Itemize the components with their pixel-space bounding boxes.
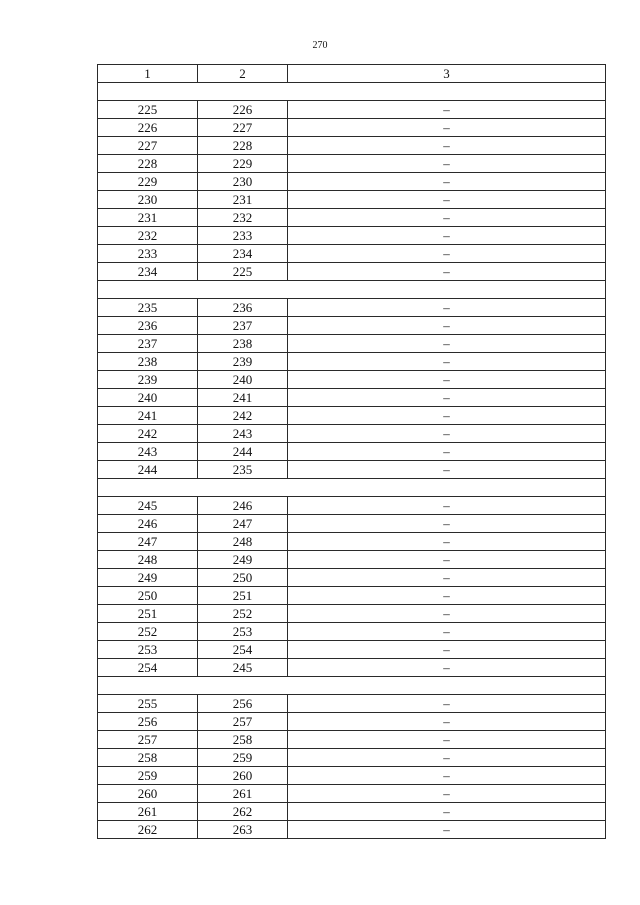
table-cell-col-2: 233	[198, 227, 288, 245]
table-cell-col-3: –	[288, 749, 606, 767]
table-cell-col-3: –	[288, 605, 606, 623]
table-cell-col-1: 229	[98, 173, 198, 191]
table-row	[98, 497, 606, 515]
table-cell-col-2: 253	[198, 623, 288, 641]
table-row	[98, 515, 606, 533]
table-cell-col-2: 252	[198, 605, 288, 623]
table-body	[98, 83, 606, 839]
table-cell-col-3: –	[288, 227, 606, 245]
table-row	[98, 533, 606, 551]
table-cell-col-3: –	[288, 569, 606, 587]
header-row	[98, 65, 606, 83]
table-cell-col-3: –	[288, 119, 606, 137]
table-cell-col-2: 248	[198, 533, 288, 551]
table-cell-col-2: 240	[198, 371, 288, 389]
table-cell-col-1: 228	[98, 155, 198, 173]
table-cell-col-1: 246	[98, 515, 198, 533]
table-cell-col-2: 239	[198, 353, 288, 371]
table-cell-col-1: 230	[98, 191, 198, 209]
table-cell-col-3: –	[288, 389, 606, 407]
table-cell-col-3: –	[288, 551, 606, 569]
table-cell-col-3: –	[288, 317, 606, 335]
table-cell-col-1: 260	[98, 785, 198, 803]
table-row	[98, 389, 606, 407]
table-cell-col-2: 225	[198, 263, 288, 281]
table-cell-col-2: 249	[198, 551, 288, 569]
table-row	[98, 245, 606, 263]
table-cell-col-2: 238	[198, 335, 288, 353]
table-row	[98, 461, 606, 479]
table-cell-col-1: 247	[98, 533, 198, 551]
table-cell-col-1: 251	[98, 605, 198, 623]
table-cell-col-3: –	[288, 695, 606, 713]
table-cell-col-1: 227	[98, 137, 198, 155]
table-row	[98, 335, 606, 353]
table-header	[98, 65, 606, 83]
table-cell-col-1: 233	[98, 245, 198, 263]
table-cell-col-1: 262	[98, 821, 198, 839]
table-cell-col-3: –	[288, 137, 606, 155]
table-cell-col-2: 242	[198, 407, 288, 425]
table-cell-col-2: 247	[198, 515, 288, 533]
table-cell-col-2: 260	[198, 767, 288, 785]
table-cell-col-3: –	[288, 299, 606, 317]
header-col-3: 3	[288, 65, 606, 83]
table-row	[98, 371, 606, 389]
table-row	[98, 353, 606, 371]
table-row	[98, 803, 606, 821]
table-cell-col-2: 234	[198, 245, 288, 263]
table-cell-col-2: 251	[198, 587, 288, 605]
group-separator-cell	[98, 479, 606, 497]
table-cell-col-3: –	[288, 209, 606, 227]
table-cell-col-3: –	[288, 263, 606, 281]
table-cell-col-1: 234	[98, 263, 198, 281]
table-cell-col-3: –	[288, 821, 606, 839]
group-separator-row	[98, 281, 606, 299]
table-row	[98, 119, 606, 137]
table-cell-col-1: 240	[98, 389, 198, 407]
table-cell-col-1: 244	[98, 461, 198, 479]
group-separator-cell	[98, 281, 606, 299]
table-cell-col-3: –	[288, 101, 606, 119]
table-cell-col-2: 229	[198, 155, 288, 173]
table-cell-col-1: 225	[98, 101, 198, 119]
table-cell-col-2: 230	[198, 173, 288, 191]
table-cell-col-1: 256	[98, 713, 198, 731]
table-cell-col-2: 243	[198, 425, 288, 443]
table-cell-col-3: –	[288, 803, 606, 821]
table-cell-col-3: –	[288, 533, 606, 551]
table-cell-col-1: 248	[98, 551, 198, 569]
table-row	[98, 749, 606, 767]
table-cell-col-2: 235	[198, 461, 288, 479]
table-cell-col-1: 258	[98, 749, 198, 767]
table-cell-col-3: –	[288, 425, 606, 443]
table-cell-col-1: 243	[98, 443, 198, 461]
table-row	[98, 623, 606, 641]
table-row	[98, 713, 606, 731]
table-row	[98, 263, 606, 281]
table-cell-col-2: 261	[198, 785, 288, 803]
table-row	[98, 767, 606, 785]
table-cell-col-1: 252	[98, 623, 198, 641]
table-cell-col-1: 232	[98, 227, 198, 245]
table-cell-col-1: 239	[98, 371, 198, 389]
table-row	[98, 317, 606, 335]
table-cell-col-3: –	[288, 443, 606, 461]
table-row	[98, 137, 606, 155]
table-cell-col-3: –	[288, 497, 606, 515]
table-cell-col-1: 242	[98, 425, 198, 443]
header-col-2: 2	[198, 65, 288, 83]
table-row	[98, 821, 606, 839]
table-cell-col-3: –	[288, 515, 606, 533]
table-cell-col-3: –	[288, 371, 606, 389]
table-cell-col-1: 254	[98, 659, 198, 677]
table-cell-col-1: 259	[98, 767, 198, 785]
table-row	[98, 425, 606, 443]
table-row	[98, 587, 606, 605]
table-cell-col-3: –	[288, 731, 606, 749]
table-cell-col-2: 241	[198, 389, 288, 407]
table-row	[98, 101, 606, 119]
table-cell-col-2: 262	[198, 803, 288, 821]
table-cell-col-3: –	[288, 191, 606, 209]
table-cell-col-3: –	[288, 623, 606, 641]
table-cell-col-2: 258	[198, 731, 288, 749]
table-row	[98, 443, 606, 461]
table-cell-col-1: 238	[98, 353, 198, 371]
table-cell-col-1: 255	[98, 695, 198, 713]
table-row	[98, 569, 606, 587]
table-row	[98, 299, 606, 317]
table-cell-col-3: –	[288, 641, 606, 659]
table-cell-col-1: 253	[98, 641, 198, 659]
table-row	[98, 695, 606, 713]
table-row	[98, 731, 606, 749]
group-separator-cell	[98, 83, 606, 101]
table-cell-col-3: –	[288, 587, 606, 605]
table-cell-col-1: 261	[98, 803, 198, 821]
table-cell-col-1: 236	[98, 317, 198, 335]
table-cell-col-2: 226	[198, 101, 288, 119]
table-cell-col-2: 256	[198, 695, 288, 713]
table-cell-col-2: 254	[198, 641, 288, 659]
table-cell-col-3: –	[288, 659, 606, 677]
table-cell-col-2: 232	[198, 209, 288, 227]
header-col-1: 1	[98, 65, 198, 83]
table-row	[98, 785, 606, 803]
table-cell-col-3: –	[288, 173, 606, 191]
table-cell-col-1: 250	[98, 587, 198, 605]
table-cell-col-2: 263	[198, 821, 288, 839]
table-row	[98, 191, 606, 209]
table-cell-col-3: –	[288, 353, 606, 371]
table-cell-col-1: 235	[98, 299, 198, 317]
table-cell-col-2: 231	[198, 191, 288, 209]
table-cell-col-2: 227	[198, 119, 288, 137]
table-cell-col-3: –	[288, 713, 606, 731]
table-row	[98, 659, 606, 677]
table-cell-col-3: –	[288, 461, 606, 479]
table-row	[98, 551, 606, 569]
table-row	[98, 209, 606, 227]
table-cell-col-3: –	[288, 767, 606, 785]
table-cell-col-2: 257	[198, 713, 288, 731]
data-table	[97, 64, 606, 839]
group-separator-row	[98, 83, 606, 101]
table-cell-col-2: 228	[198, 137, 288, 155]
table-cell-col-2: 236	[198, 299, 288, 317]
table-row	[98, 173, 606, 191]
table-cell-col-1: 249	[98, 569, 198, 587]
table-cell-col-2: 244	[198, 443, 288, 461]
table-cell-col-2: 259	[198, 749, 288, 767]
table-row	[98, 227, 606, 245]
table-cell-col-3: –	[288, 335, 606, 353]
table-cell-col-1: 226	[98, 119, 198, 137]
table-cell-col-1: 257	[98, 731, 198, 749]
table-cell-col-2: 237	[198, 317, 288, 335]
group-separator-row	[98, 677, 606, 695]
table-cell-col-3: –	[288, 785, 606, 803]
table-row	[98, 605, 606, 623]
table-cell-col-2: 245	[198, 659, 288, 677]
table-cell-col-3: –	[288, 407, 606, 425]
table-cell-col-3: –	[288, 155, 606, 173]
table-cell-col-1: 231	[98, 209, 198, 227]
table-cell-col-1: 245	[98, 497, 198, 515]
page-number: 270	[312, 40, 328, 51]
table-cell-col-1: 241	[98, 407, 198, 425]
table-row	[98, 407, 606, 425]
table-cell-col-3: –	[288, 245, 606, 263]
table-cell-col-2: 250	[198, 569, 288, 587]
group-separator-cell	[98, 677, 606, 695]
table-row	[98, 641, 606, 659]
table-cell-col-2: 246	[198, 497, 288, 515]
table-row	[98, 155, 606, 173]
table-cell-col-1: 237	[98, 335, 198, 353]
group-separator-row	[98, 479, 606, 497]
